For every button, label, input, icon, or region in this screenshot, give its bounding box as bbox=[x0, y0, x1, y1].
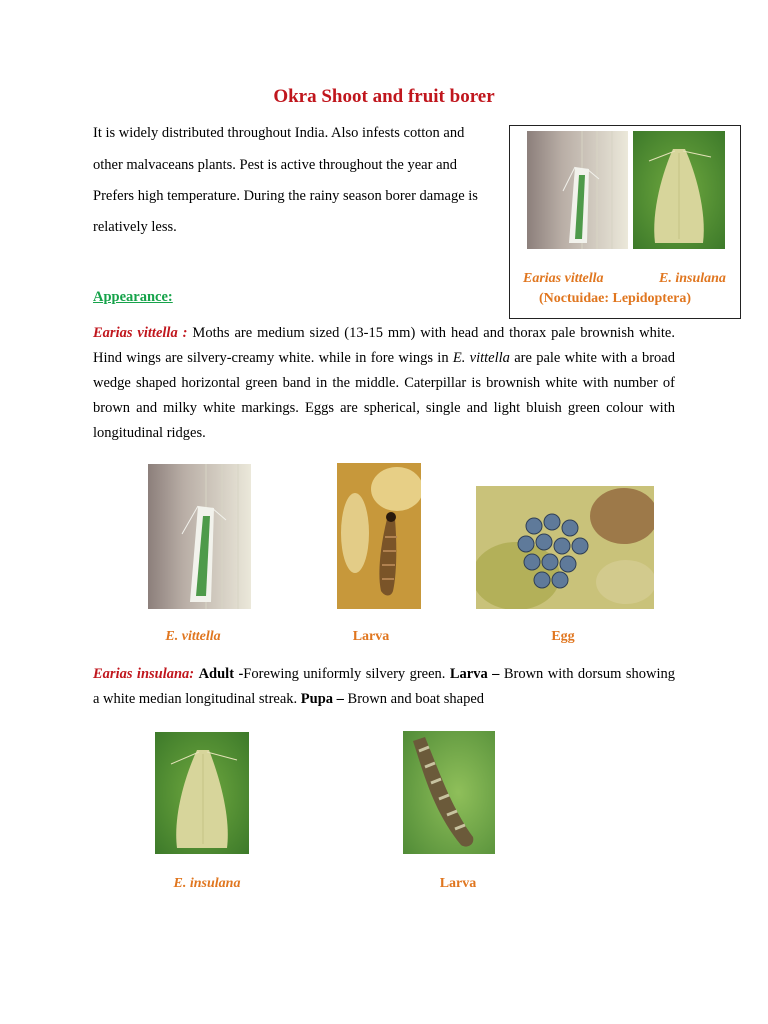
larva-text: Brown with dorsum showing a white median longitudinal streak. bbox=[93, 666, 675, 707]
adult-label: Adult - bbox=[198, 666, 244, 682]
caption-e-vittella: E. vittella bbox=[165, 629, 221, 644]
egg-photo bbox=[476, 486, 654, 609]
caption-e-insulana: E. insulana bbox=[173, 876, 241, 891]
larva-label: Larva – bbox=[449, 666, 500, 682]
caption-egg: Egg bbox=[551, 629, 575, 644]
appearance-paragraph bbox=[93, 321, 675, 446]
earias-insulana-photo bbox=[633, 131, 725, 249]
caption-larva-2: Larva bbox=[439, 876, 477, 891]
section-heading-appearance: Appearance: bbox=[93, 289, 173, 305]
caption-family: (Noctuidae: Lepidoptera) bbox=[539, 291, 692, 306]
species-label-vittella: Earias vittella : bbox=[93, 325, 188, 341]
appearance-text: Moths are medium sized (13-15 mm) with head and thorax pale brownish white. Hind wings are silvery-creamy white. while in fore wings in bbox=[93, 325, 675, 366]
appearance-text: are pale white with a broad wedge shaped horizontal green band in the middle. Caterpillar is brownish white with number of brown and milky white markings. Eggs are spherical, single and light bluish green colour with longitudinal ridges. bbox=[93, 350, 675, 441]
intro-line: Prefers high temperature. During the rainy season borer damage is bbox=[93, 188, 478, 204]
adult-text: Forewing uniformly silvery green. bbox=[243, 666, 450, 682]
e-insulana-photo bbox=[155, 732, 249, 854]
insulana-paragraph bbox=[93, 662, 675, 712]
intro-line: other malvaceans plants. Pest is active throughout the year and bbox=[93, 157, 458, 173]
larva-photo bbox=[337, 463, 421, 609]
earias-vittella-photo bbox=[527, 131, 628, 249]
caption-larva: Larva bbox=[352, 629, 390, 644]
page-title: Okra Shoot and fruit borer bbox=[273, 86, 495, 107]
pupa-label: Pupa – bbox=[300, 691, 344, 707]
intro-line: relatively less. bbox=[93, 219, 177, 235]
larva-photo-2 bbox=[403, 731, 495, 854]
caption-e-insulana: E. insulana bbox=[659, 271, 726, 286]
pupa-text: Brown and boat shaped bbox=[343, 691, 485, 707]
e-vittella-photo bbox=[148, 464, 251, 609]
intro-line: It is widely distributed throughout India. Also infests cotton and bbox=[93, 125, 465, 141]
species-label-insulana: Earias insulana: bbox=[93, 666, 195, 682]
species-italic: E. vittella bbox=[452, 350, 510, 366]
caption-earias-vittella: Earias vittella bbox=[523, 271, 604, 286]
